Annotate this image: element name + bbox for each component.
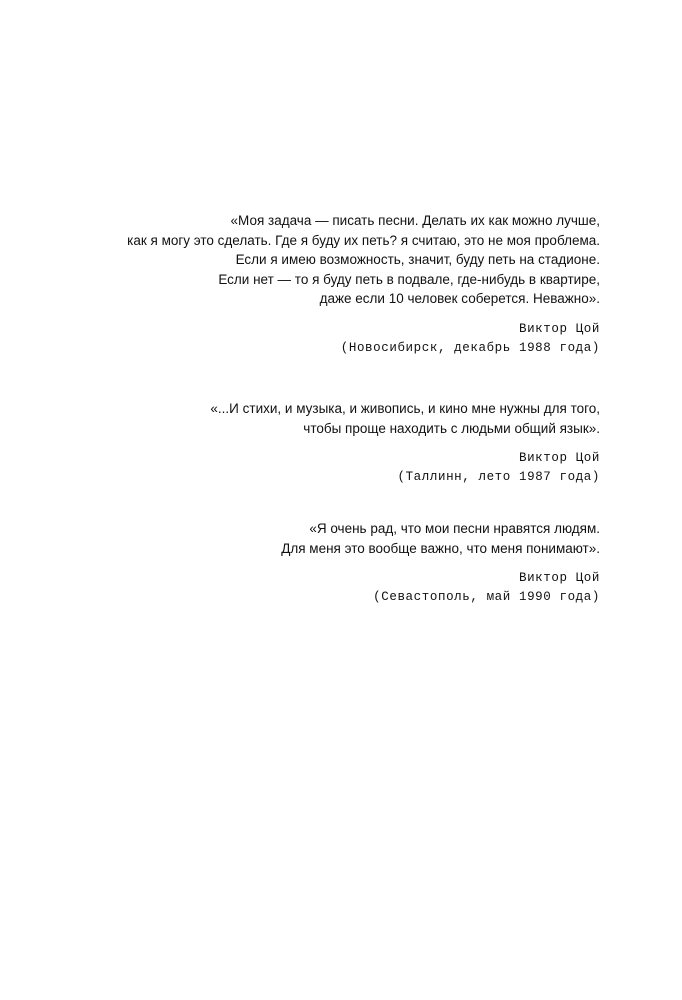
quote-line: «Моя задача — писать песни. Делать их как можно лучше, — [230, 213, 600, 228]
quote-line: Если нет — то я буду петь в подвале, где-нибудь в квартире, — [218, 271, 600, 287]
quote-author: Виктор Цой — [518, 451, 600, 465]
attribution — [80, 449, 600, 487]
quote-block-2 — [80, 399, 600, 487]
quote-line: как я могу это сделать. Где я буду их петь? я считаю, это не моя проблема. — [127, 232, 600, 248]
quote-source: (Таллинн, лето 1987 года) — [397, 470, 600, 484]
quote-author: Виктор Цой — [518, 571, 600, 585]
quote-text — [80, 399, 600, 438]
quote-block-3 — [80, 519, 600, 607]
quote-line: Для меня это вообще важно, что меня понимают». — [281, 540, 600, 556]
attribution — [80, 569, 600, 607]
quote-text — [80, 211, 600, 309]
quote-source: (Севастополь, май 1990 года) — [373, 590, 600, 604]
quote-source: (Новосибирск, декабрь 1988 года) — [340, 340, 600, 355]
quote-author: Виктор Цой — [518, 321, 600, 336]
quote-line: «...И стихи, и музыка, и живопись, и кино мне нужны для того, — [210, 401, 600, 416]
quote-line: чтобы проще находить с людьми общий язык». — [303, 420, 600, 436]
attribution — [80, 320, 600, 358]
quote-line: Если я имею возможность, значит, буду петь на стадионе. — [235, 252, 600, 267]
quote-line: даже если 10 человек соберется. Неважно». — [319, 291, 600, 306]
quote-text — [80, 519, 600, 558]
quote-line: «Я очень рад, что мои песни нравятся людям. — [309, 521, 600, 536]
quote-block-1 — [80, 211, 600, 358]
